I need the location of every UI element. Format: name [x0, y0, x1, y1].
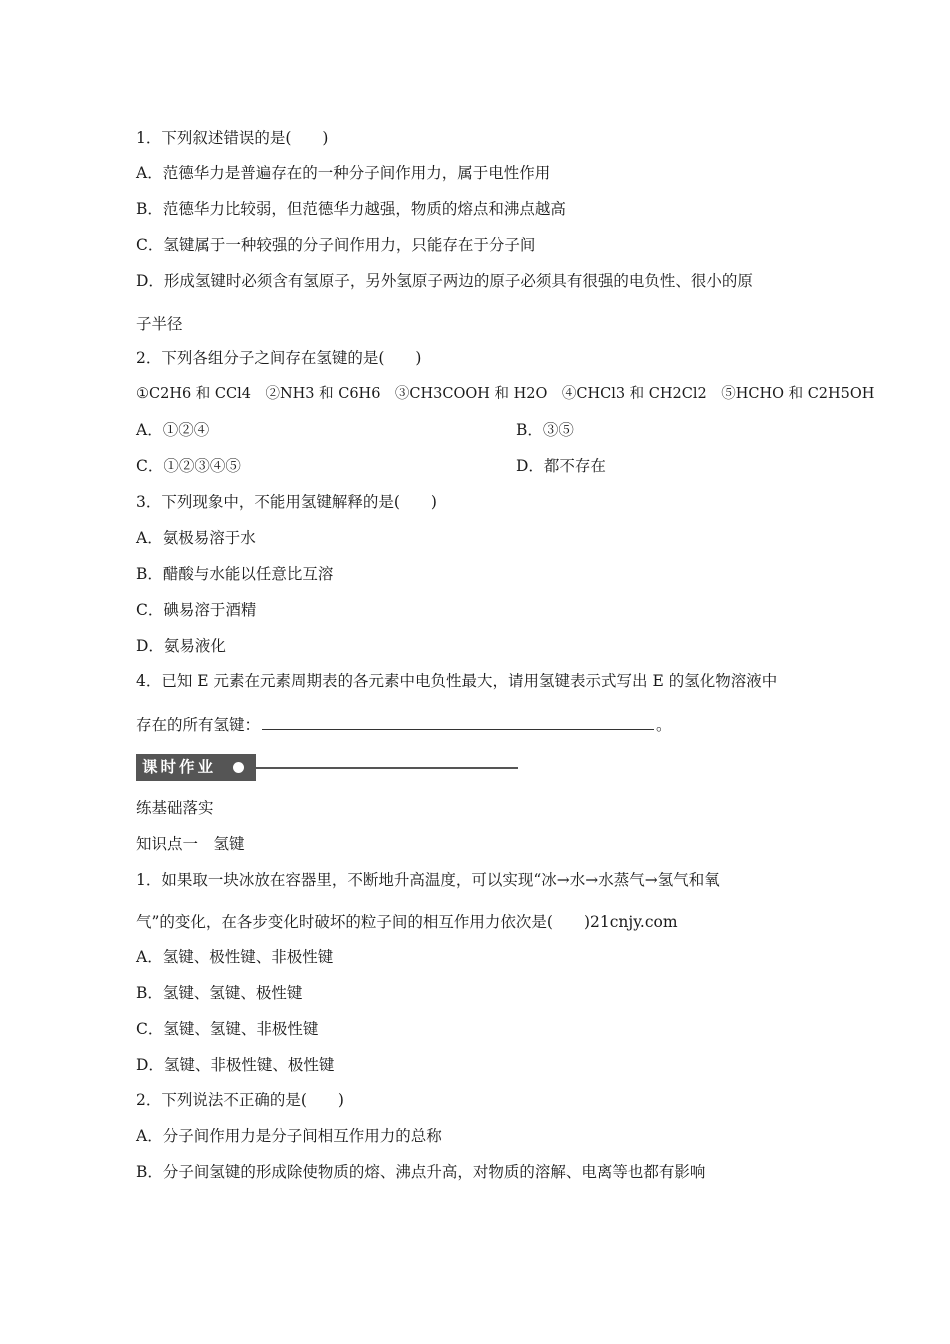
- p2-q1-option-d: D．氢键、非极性键、极性键: [136, 1056, 335, 1074]
- p2-q1-line1: 1．如果取一块冰放在容器里，不断地升高温度，可以实现“冰→水→水蒸气→氢气和氧: [136, 871, 720, 889]
- bullet-dot-icon: [233, 762, 244, 773]
- p2-q2-option-a: A．分子间作用力是分子间相互作用力的总称: [136, 1127, 442, 1145]
- q2-option-a: A．①②④: [136, 421, 210, 439]
- q4-line1: 4．已知 E 元素在元素周期表的各元素中电负性最大，请用氢键表示式写出 E 的氢化物溶液中: [136, 672, 778, 690]
- q2-option-d: D．都不存在: [516, 457, 606, 475]
- q1-option-b: B．范德华力比较弱，但范德华力越强，物质的熔点和沸点越高: [136, 200, 566, 218]
- q1-option-c: C．氢键属于一种较强的分子间作用力，只能存在于分子间: [136, 236, 536, 254]
- q3-option-a: A．氨极易溶于水: [136, 529, 256, 547]
- q2-stem: 2．下列各组分子之间存在氢键的是( ): [136, 349, 422, 367]
- section-header-label: 课时作业: [136, 754, 256, 781]
- q2-option-c: C．①②③④⑤: [136, 457, 241, 475]
- knowledge-point-title: 知识点一 氢键: [136, 835, 245, 853]
- p2-q2-stem: 2．下列说法不正确的是( ): [136, 1091, 344, 1109]
- section-header: [136, 754, 518, 781]
- p2-q1-option-b: B．氢键、氢键、极性键: [136, 984, 303, 1002]
- q4-suffix: 。: [656, 716, 672, 734]
- q3-option-b: B．醋酸与水能以任意比互溶: [136, 565, 334, 583]
- subsection-title: 练基础落实: [136, 799, 214, 817]
- q3-option-c: C．碘易溶于酒精: [136, 601, 257, 619]
- p2-q1-option-c: C．氢键、氢键、非极性键: [136, 1020, 319, 1038]
- q2-options-row2: [136, 455, 826, 477]
- q3-option-d: D．氨易液化: [136, 637, 226, 655]
- q2-option-b: B．③⑤: [516, 421, 574, 439]
- p2-q2-option-b: B．分子间氢键的形成除使物质的熔、沸点升高，对物质的溶解、电离等也都有影响: [136, 1163, 706, 1181]
- section-header-rule: [256, 767, 518, 769]
- q1-option-d-line2: 子半径: [136, 315, 183, 333]
- q1-option-d-line1: D．形成氢键时必须含有氢原子，另外氢原子两边的原子必须具有很强的电负性、很小的原: [136, 272, 753, 290]
- q1-stem: 1．下列叙述错误的是( ): [136, 129, 329, 147]
- q4-prefix: 存在的所有氢键：: [136, 716, 261, 734]
- q1-option-a: A．范德华力是普遍存在的一种分子间作用力，属于电性作用: [136, 164, 551, 182]
- p2-q1-option-a: A．氢键、极性键、非极性键: [136, 948, 334, 966]
- q2-items: ①C2H6 和 CCl4 ②NH3 和 C6H6 ③CH3COOH 和 H2O ④CHCl3 和 CH2Cl2 ⑤HCHO 和 C2H5OH: [136, 386, 875, 402]
- q3-stem: 3．下列现象中，不能用氢键解释的是( ): [136, 493, 437, 511]
- q4-line2: [136, 713, 826, 736]
- p2-q1-line2: 气”的变化，在各步变化时破坏的粒子间的相互作用力依次是( )21cnjy.com: [136, 913, 678, 931]
- answer-blank[interactable]: [262, 713, 654, 730]
- q2-options-row1: [136, 419, 826, 441]
